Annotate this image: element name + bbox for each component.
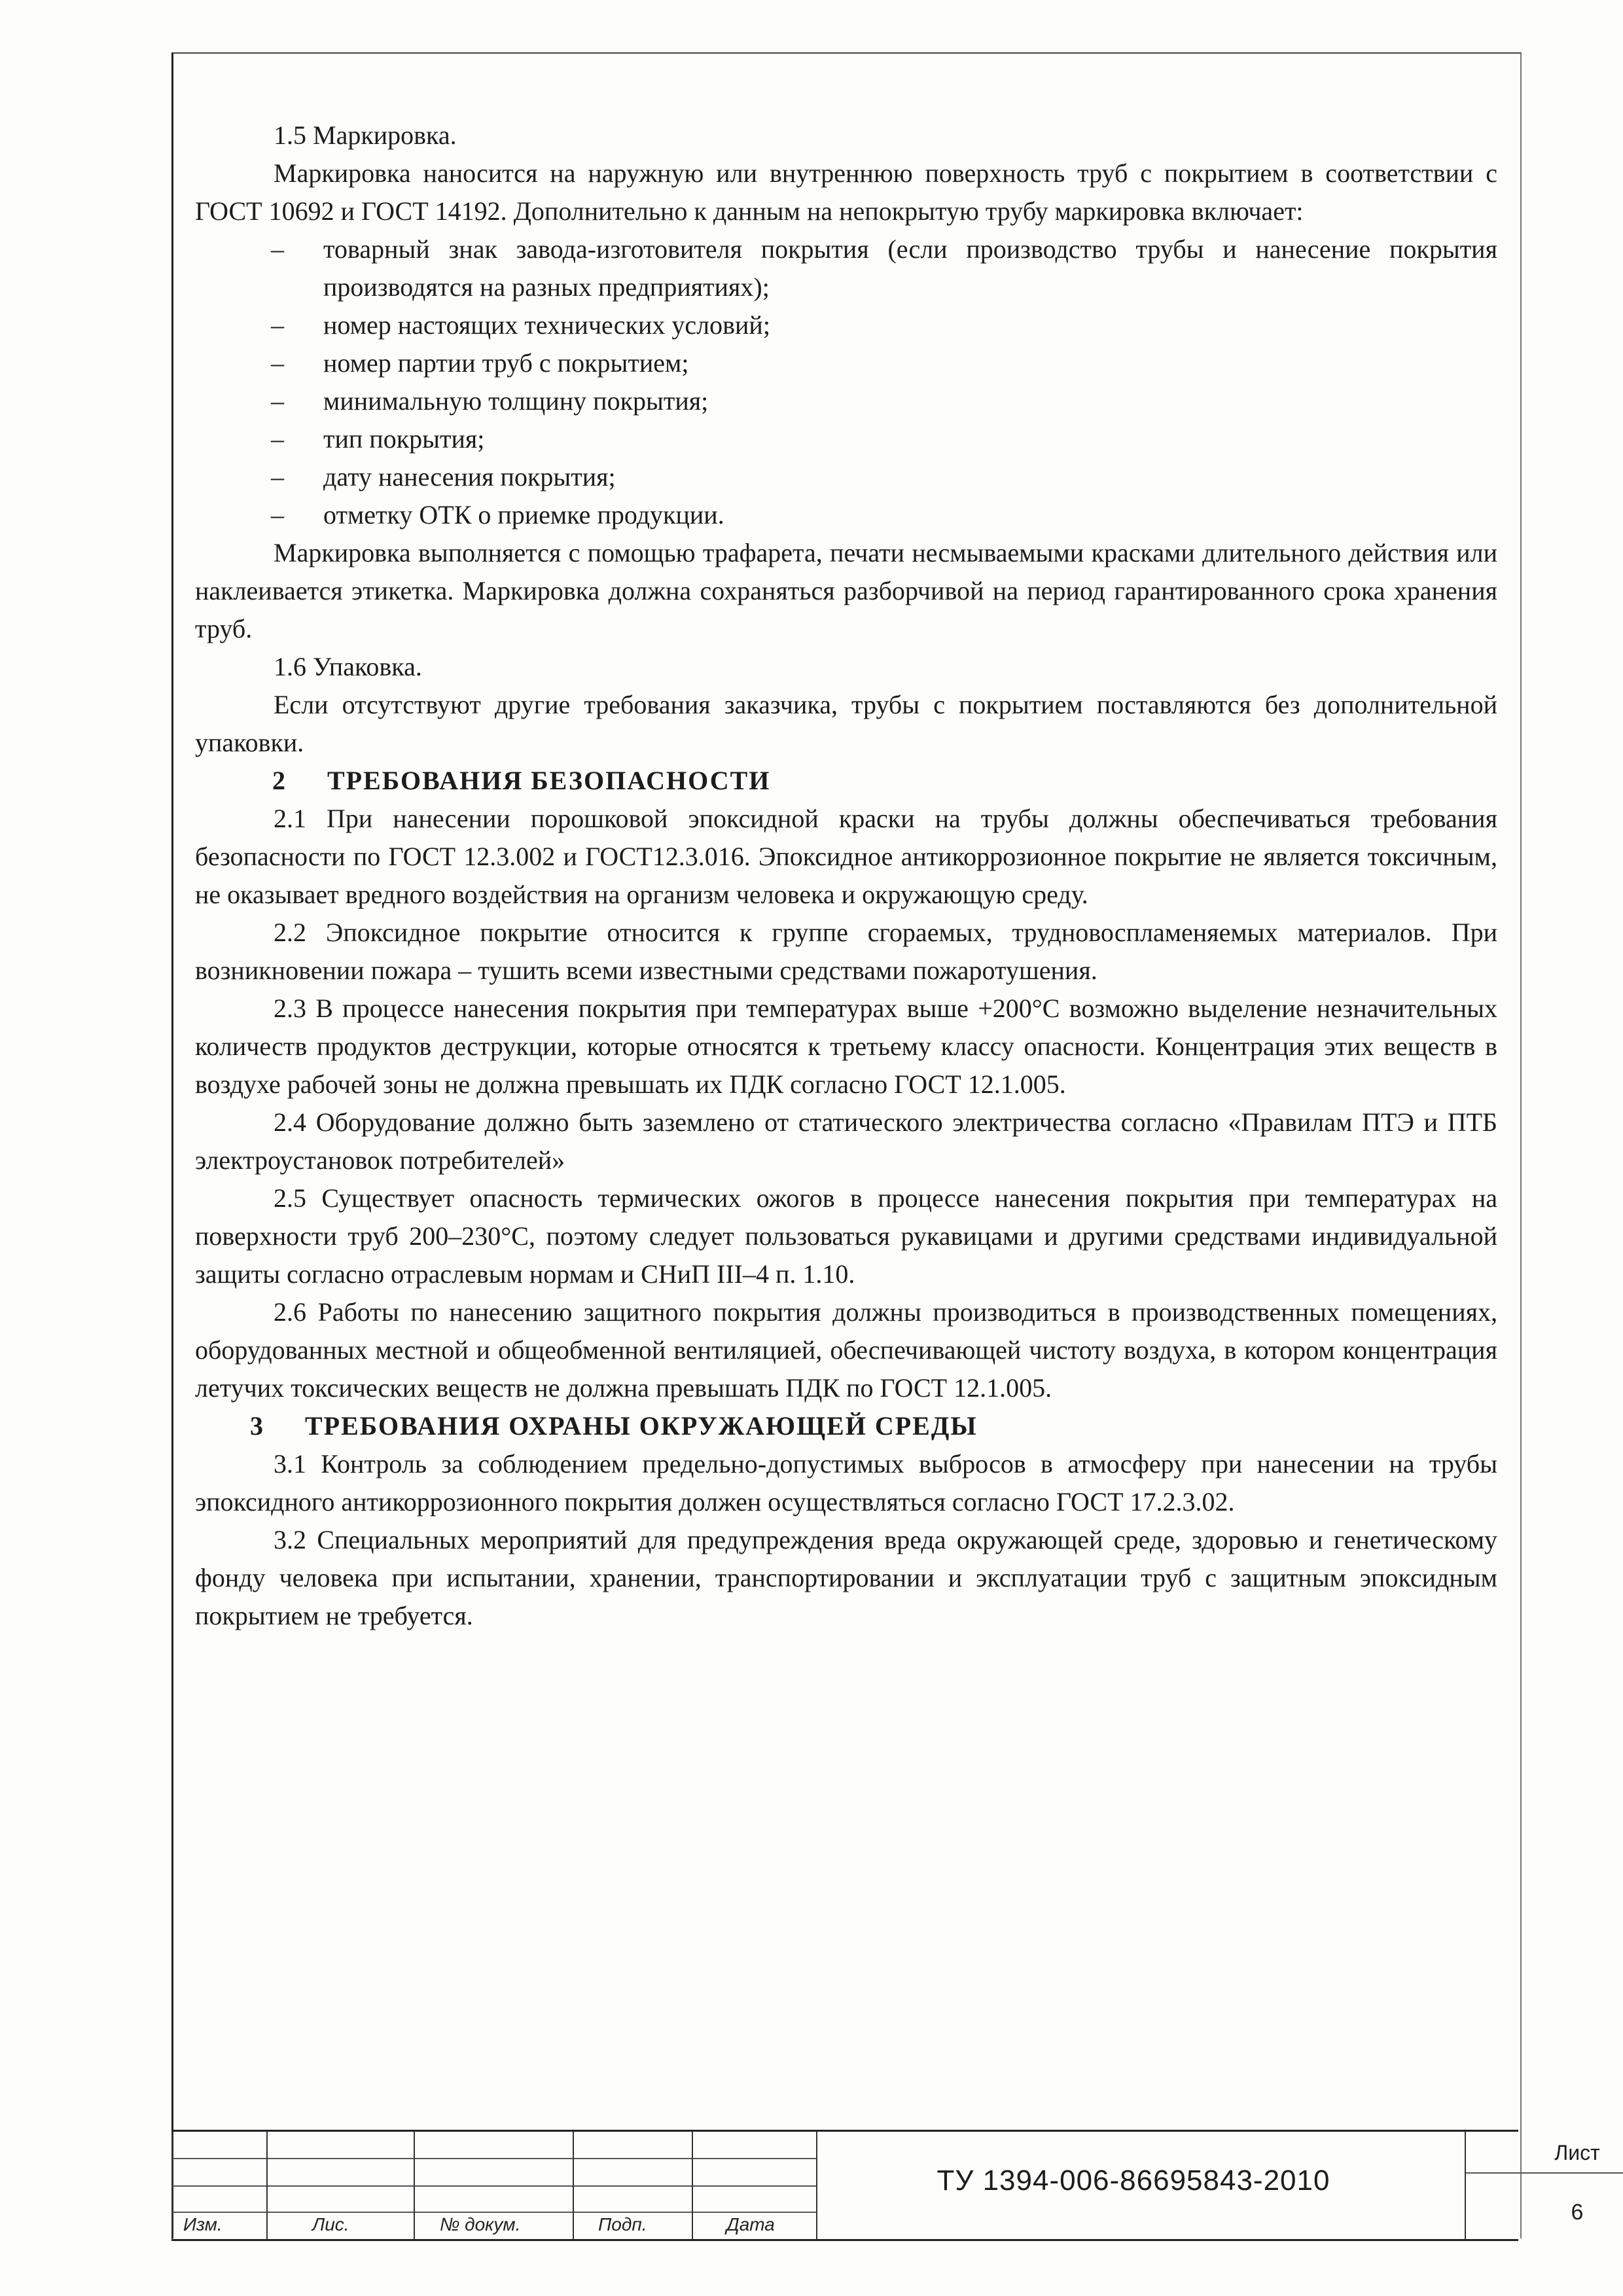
title-block-col-line — [692, 2132, 693, 2239]
title-block-col-line — [573, 2132, 574, 2239]
list-item: – номер партии труб с покрытием; — [271, 348, 689, 378]
title-block-col-line — [266, 2132, 268, 2239]
section-1-5-title: 1.5 Маркировка. — [274, 120, 457, 150]
title-block-row-line — [171, 2185, 816, 2187]
sheet-number: 6 — [1571, 2200, 1584, 2225]
document-number-label: № докум. — [440, 2214, 521, 2234]
revision-label: Изм. — [183, 2214, 223, 2234]
title-block-row-line — [171, 2212, 816, 2213]
title-block-row-line — [171, 2158, 816, 2159]
section-2-title: ТРЕБОВАНИЯ БЕЗОПАСНОСТИ — [327, 766, 771, 795]
section-3-number: 3 — [250, 1411, 264, 1441]
paragraph-2-2: 2.2 Эпоксидное покрытие относится к группе сгораемых, трудновоспламеняемых материалов. При возникновении пожара – тушить всеми известными средствами пожаротушения. — [195, 918, 1497, 985]
section-2-number: 2 — [272, 766, 287, 795]
section-1-5-intro: Маркировка наносится на наружную или внутреннюю поверхность труб с покрытием в соответствии с ГОСТ 10692 и ГОСТ 14192. Дополнительно к данным на непокрытую трубу маркировка включает: — [195, 158, 1497, 226]
title-block-col-line — [414, 2132, 415, 2239]
paragraph-2-4: 2.4 Оборудование должно быть заземлено от статического электричества согласно «Правилам ПТЭ и ПТБ электроустановок потребителей» — [195, 1107, 1497, 1175]
list-item: – товарный знак завода-изготовителя покрытия (если производство трубы и нанесение покрытия производятся на разных предприятиях); — [271, 234, 1497, 302]
title-block-col-line — [171, 2132, 173, 2239]
list-item: – отметку ОТК о приемке продукции. — [271, 500, 724, 529]
document-code: ТУ 1394-006-86695843-2010 — [936, 2164, 1330, 2197]
marking-list — [195, 230, 1497, 534]
section-1-6-title: 1.6 Упаковка. — [274, 652, 422, 681]
paragraph-3-2: 3.2 Специальных мероприятий для предупреждения вреда окружающей среде, здоровью и генетическому фонду человека при испытании, хранении, транспортировании и эксплуатации труб с защитным эпоксидным покрытием не требуется. — [195, 1525, 1497, 1630]
list-item: – номер настоящих технических условий; — [271, 310, 770, 340]
section-3-title: ТРЕБОВАНИЯ ОХРАНЫ ОКРУЖАЮЩЕЙ СРЕДЫ — [305, 1411, 978, 1441]
paragraph-2-1: 2.1 При нанесении порошковой эпоксидной краски на трубы должны обеспечиваться требования безопасности по ГОСТ 12.3.002 и ГОСТ12.3.016. Эпоксидное антикоррозионное покрытие не является токсичным, не оказывает вредного воздействия на организм человека и окружающую среду. — [195, 804, 1497, 909]
document-body — [195, 117, 1497, 1635]
sheet-label: Лист — [1554, 2141, 1600, 2164]
paragraph-2-3: 2.3 В процессе нанесения покрытия при температурах выше +200°С возможно выделение незначительных количеств продуктов деструкции, которые относятся к третьему классу опасности. Концентрация этих веществ в воздухе рабочей зоны не должна превышать их ПДК согласно ГОСТ 12.1.005. — [195, 994, 1497, 1099]
sheet-change-label: Лис. — [312, 2214, 349, 2234]
paragraph-2-5: 2.5 Существует опасность термических ожогов в процессе нанесения покрытия при температурах на поверхности труб 200–230°С, поэтому следует пользоваться рукавицами и другими средствами индивидуальной защиты согласно отраслевым нормам и СНиП III–4 п. 1.10. — [195, 1183, 1497, 1289]
title-block-row-line — [1465, 2172, 1623, 2174]
section-2-heading — [195, 762, 1497, 800]
title-block — [171, 2130, 1600, 2241]
section-1-5-outro: Маркировка выполняется с помощью трафарета, печати несмываемыми красками длительного действия или наклеивается этикетка. Маркировка должна сохраняться разборчивой на период гарантированного срока хранения труб. — [195, 538, 1497, 643]
list-item: – тип покрытия; — [271, 424, 485, 454]
signature-label: Подп. — [598, 2214, 647, 2234]
section-1-6-text: Если отсутствуют другие требования заказчика, трубы с покрытием поставляются без дополнительной упаковки. — [195, 690, 1497, 757]
list-item: – дату нанесения покрытия; — [271, 462, 616, 492]
section-3-heading — [195, 1407, 1497, 1445]
list-item: – минимальную толщину покрытия; — [271, 386, 709, 416]
paragraph-3-1: 3.1 Контроль за соблюдением предельно-допустимых выбросов в атмосферу при нанесении на трубы эпоксидного антикоррозионного покрытия должен осуществляться согласно ГОСТ 17.2.3.02. — [195, 1449, 1497, 1516]
paragraph-2-6: 2.6 Работы по нанесению защитного покрытия должны производиться в производственных помещениях, оборудованных местной и общеобменной вентиляцией, обеспечивающей чистоту воздуха, в котором концентрация летучих токсических веществ не должна превышать ПДК по ГОСТ 12.1.005. — [195, 1297, 1497, 1403]
date-label: Дата — [726, 2214, 775, 2234]
